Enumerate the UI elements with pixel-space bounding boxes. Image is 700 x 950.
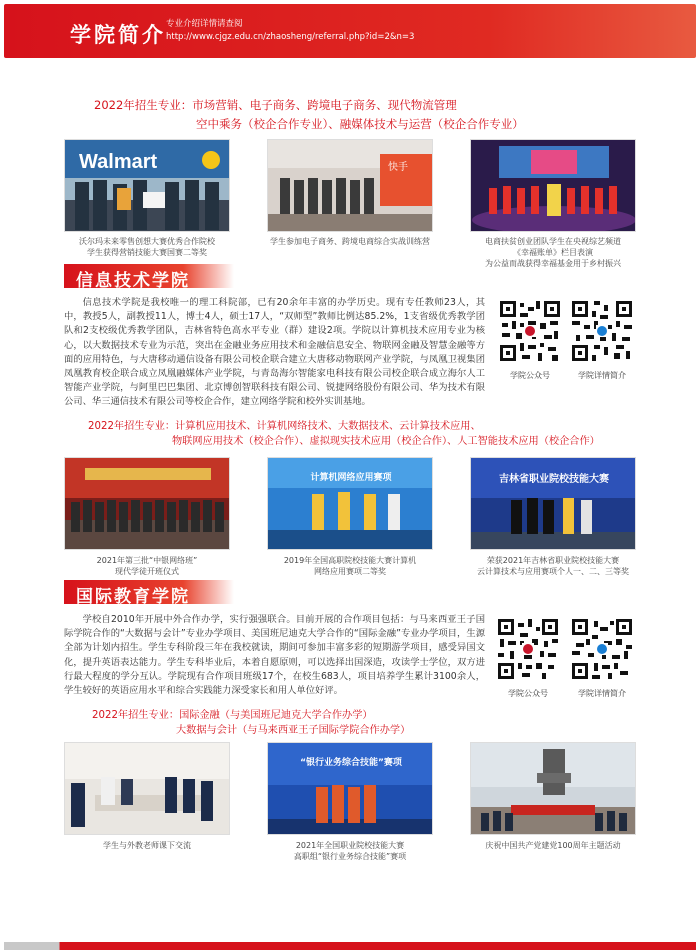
intl-major-1: 国际金融（与美国班尼迪克大学合作办学） [179, 710, 373, 721]
photo-bank-contest [267, 742, 433, 835]
svg-text:Walmart: Walmart [79, 151, 158, 173]
it-body-text: 信息技术学院是我校唯一的理工科院部，已有20余年丰富的办学历史。现有专任教师23人，其中，教授5人，副教授11人，博士4人，硕士17人，“双师型”教师比例达85.2%，1支省级优秀教学团队和2支校级优秀教学团队，吉林省特色高水平专业（群）建设2项。学院以计算机技术应用专业为核心，以大数据技术专业为示范，突出在金融业务应用技术和金融信息安全、物联网金融及智慧金融等方面的应用特色，与大唐移动通信设备有限公司校企联合建立大唐移动物联网产业学院，与凤凰卫视集团凤凰教育校企联合成立凤凰融媒体产业学院，与青岛海尔智能家电科技有限公司校企联合成立海尔人工智能产业学院，与阿里巴巴集团、北京博创智联科技有限公司、锐捷网络股份有限公司、华为技术有限公司、华三通信技术有限公司等校企合作，建立网络学院和校外实训基地。 [64, 297, 485, 408]
caption-walmart: 沃尔玛未来零售创想大赛优秀合作院校 学生获得营销技能大赛国赛二等奖 [79, 237, 215, 257]
header-url-link[interactable]: http://www.cjgz.edu.cn/zhaosheng/referral.php?id=2&n=3 [166, 32, 415, 42]
intl-majors-label [92, 706, 373, 721]
header-subtitle [166, 18, 414, 44]
photo-jilin-contest [470, 457, 636, 550]
caption-cctv-show: 电商扶贫创业团队学生在央视综艺频道 《幸福账单》栏目表演 为公益而战获得幸福基金用于乡村振兴 [485, 237, 621, 268]
caption-party-anniversary: 庆祝中国共产党建党100周年主题活动 [485, 841, 621, 850]
photo-banner-jilin: 吉林省职业院校技能大赛 [499, 474, 609, 485]
qr-code-intl-detail[interactable] [570, 617, 634, 681]
photo-zhongyin-class [64, 457, 230, 550]
it-majors-line2: 物联网应用技术（校企合作）、虚拟现实技术应用（校企合作）、人工智能技术应用（校企合作） [172, 436, 600, 447]
caption-jilin-contest: 荣获2021年吉林省职业院校技能大赛 云计算技术与应用赛项个人一、二、三等奖 [477, 556, 629, 576]
qr-label-it-wechat: 学院公众号 [510, 371, 550, 380]
qr-code-intl-wechat[interactable] [496, 617, 560, 681]
photo-party-anniversary [470, 742, 636, 835]
caption-network-contest: 2019年全国高职院校技能大赛计算机 网络应用赛项二等奖 [283, 556, 417, 576]
caption-bank-contest: 2021年全国职业院校技能大赛 高职组“银行业务综合技能”赛项 [293, 841, 407, 861]
header-banner [4, 4, 696, 58]
intl-majors-prefix: 2022年招生专业： [92, 710, 180, 721]
photo-network-contest [267, 457, 433, 550]
intro-majors-line1: 2022年招生专业：市场营销、电子商务、跨境电子商务、现代物流管理 [94, 98, 457, 112]
qr-label-it-detail: 学院详情简介 [578, 371, 626, 380]
qr-code-it-detail[interactable] [570, 299, 634, 363]
caption-ecommerce-camp: 学生参加电子商务、跨境电商综合实战训练营 [270, 237, 430, 246]
qr-label-intl-detail: 学院详情简介 [578, 689, 626, 698]
header-subtitle-line1: 专业介绍详情请查阅 [166, 19, 243, 29]
page-title: 学院简介 [70, 23, 166, 47]
caption-foreign-teacher: 学生与外教老师课下交流 [103, 841, 191, 850]
caption-zhongyin-class: 2021年第三批“中银网络班” 现代学徒开班仪式 [96, 556, 198, 576]
section-banner-intl [64, 580, 234, 607]
footer-bar [4, 942, 696, 950]
section-title-intl: 国际教育学院 [76, 587, 190, 607]
section-title-it: 信息技术学院 [76, 271, 190, 291]
photo-banner-network: 计算机网络应用赛项 [310, 473, 392, 483]
photo-cctv-show [470, 139, 636, 232]
qr-label-intl-wechat: 学院公众号 [508, 689, 548, 698]
photo-ecommerce-camp [267, 139, 433, 232]
section-banner-it [64, 264, 234, 291]
intro-majors-line2: 空中乘务（校企合作专业）、融媒体技术与运营（校企合作专业） [196, 117, 524, 131]
photo-banner-bank: “银行业务综合技能”赛项 [300, 758, 402, 768]
photo-walmart-award [64, 139, 230, 232]
it-majors-line1: 2022年招生专业：计算机应用技术、计算机网络技术、大数据技术、云计算技术应用、 [88, 421, 481, 432]
intl-major-2: 大数据与会计（与马来西亚王子国际学院合作办学） [176, 725, 411, 736]
intl-body-text: 学校自2010年开展中外合作办学，实行强强联合。目前开展的合作项目包括：与马来西亚王子国际学院合作的“大数据与会计”专业办学项目、美国班尼迪克大学合作的“国际金融”专业办学项目，生源全部为计划内招生。学生专科阶段三年在我校就读，期间可参加丰富多彩的短期游学项目，感受异国文化，提升英语表达能力。学生专科毕业后，本着自愿原则，可以选择出国深造，攻读学士学位，双方进行最大程度的学分互认。学院现有合作项目班级17个，在校生683人，项目培养学生累计3100余人，学生较好的英语应用水平和综合实践能力深受家长和用人单位好评。 [64, 614, 485, 697]
qr-code-it-wechat[interactable] [498, 299, 562, 363]
photo-foreign-teacher [64, 742, 230, 835]
svg-text:快手: 快手 [388, 162, 408, 173]
